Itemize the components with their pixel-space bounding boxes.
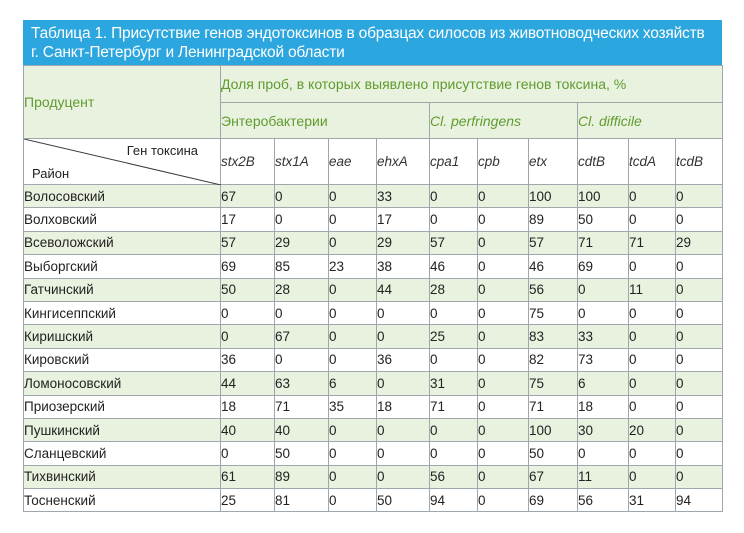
value-cell: 67 <box>221 185 275 208</box>
district-name: Волховский <box>24 208 221 231</box>
value-cell: 94 <box>676 489 723 512</box>
value-cell: 18 <box>578 395 629 418</box>
value-cell: 94 <box>430 489 478 512</box>
table-row <box>24 278 723 301</box>
district-name: Волосовский <box>24 185 221 208</box>
group-enterobacteria: Энтеробактерии <box>221 103 430 139</box>
value-cell: 0 <box>478 442 529 465</box>
district-name: Тихвинский <box>24 465 221 488</box>
value-cell: 0 <box>478 489 529 512</box>
value-cell: 0 <box>430 301 478 324</box>
value-cell: 100 <box>529 185 578 208</box>
caption-line-1: Таблица 1. Присутствие генов эндотоксинов в образцах силосов из животноводческих хозяйств <box>31 25 705 42</box>
value-cell: 33 <box>578 325 629 348</box>
value-cell: 28 <box>275 278 329 301</box>
value-cell: 0 <box>329 442 377 465</box>
value-cell: 57 <box>529 231 578 254</box>
value-cell: 71 <box>629 231 676 254</box>
value-cell: 0 <box>221 325 275 348</box>
value-cell: 0 <box>676 418 723 441</box>
district-name: Кировский <box>24 348 221 371</box>
value-cell: 29 <box>377 231 430 254</box>
value-cell: 0 <box>377 442 430 465</box>
value-cell: 11 <box>578 465 629 488</box>
share-header: Доля проб, в которых выявлено присутствие генов токсина, % <box>221 66 723 103</box>
value-cell: 0 <box>629 255 676 278</box>
value-cell: 0 <box>329 231 377 254</box>
value-cell: 0 <box>275 185 329 208</box>
value-cell: 0 <box>377 301 430 324</box>
value-cell: 0 <box>329 278 377 301</box>
value-cell: 69 <box>529 489 578 512</box>
value-cell: 0 <box>629 208 676 231</box>
group-cl-difficile: Cl. difficile <box>578 103 723 139</box>
value-cell: 85 <box>275 255 329 278</box>
value-cell: 0 <box>377 465 430 488</box>
value-cell: 0 <box>478 395 529 418</box>
value-cell: 0 <box>275 208 329 231</box>
value-cell: 0 <box>430 348 478 371</box>
value-cell: 0 <box>629 348 676 371</box>
producer-header: Продуцент <box>24 66 221 139</box>
value-cell: 57 <box>430 231 478 254</box>
table-row <box>24 301 723 324</box>
value-cell: 0 <box>578 301 629 324</box>
value-cell: 40 <box>221 418 275 441</box>
value-cell: 25 <box>221 489 275 512</box>
value-cell: 0 <box>478 372 529 395</box>
value-cell: 0 <box>329 208 377 231</box>
value-cell: 75 <box>529 372 578 395</box>
value-cell: 0 <box>578 278 629 301</box>
value-cell: 100 <box>529 418 578 441</box>
table-row <box>24 255 723 278</box>
value-cell: 50 <box>377 489 430 512</box>
value-cell: 0 <box>478 325 529 348</box>
value-cell: 56 <box>578 489 629 512</box>
value-cell: 50 <box>578 208 629 231</box>
caption-line-2: г. Санкт-Петербург и Ленинградской области <box>31 44 345 61</box>
district-label: Район <box>32 166 70 181</box>
district-name: Киришский <box>24 325 221 348</box>
table-row <box>24 442 723 465</box>
table-row <box>24 348 723 371</box>
value-cell: 61 <box>221 465 275 488</box>
value-cell: 20 <box>629 418 676 441</box>
table-body <box>24 185 723 512</box>
value-cell: 0 <box>629 465 676 488</box>
value-cell: 71 <box>430 395 478 418</box>
value-cell: 36 <box>221 348 275 371</box>
table-row <box>24 395 723 418</box>
value-cell: 0 <box>676 348 723 371</box>
gene-stx1a: stx1A <box>275 139 329 185</box>
district-name: Приозерский <box>24 395 221 418</box>
value-cell: 0 <box>676 255 723 278</box>
value-cell: 82 <box>529 348 578 371</box>
value-cell: 50 <box>529 442 578 465</box>
value-cell: 0 <box>478 185 529 208</box>
gene-tcdb: tcdB <box>676 139 723 185</box>
value-cell: 0 <box>478 348 529 371</box>
value-cell: 83 <box>529 325 578 348</box>
toxin-genes-table <box>23 65 723 512</box>
gene-cdtb: cdtB <box>578 139 629 185</box>
value-cell: 0 <box>629 442 676 465</box>
value-cell: 50 <box>275 442 329 465</box>
table-row <box>24 372 723 395</box>
value-cell: 0 <box>377 325 430 348</box>
district-name: Пушкинский <box>24 418 221 441</box>
value-cell: 71 <box>275 395 329 418</box>
value-cell: 23 <box>329 255 377 278</box>
value-cell: 0 <box>478 278 529 301</box>
value-cell: 69 <box>221 255 275 278</box>
value-cell: 69 <box>578 255 629 278</box>
value-cell: 0 <box>430 185 478 208</box>
header-row-3 <box>24 139 723 185</box>
value-cell: 36 <box>377 348 430 371</box>
gene-label: Ген токсина <box>126 143 198 158</box>
value-cell: 0 <box>629 395 676 418</box>
value-cell: 0 <box>578 442 629 465</box>
table-row <box>24 231 723 254</box>
value-cell: 18 <box>221 395 275 418</box>
value-cell: 0 <box>478 255 529 278</box>
value-cell: 0 <box>676 442 723 465</box>
table-row <box>24 418 723 441</box>
value-cell: 0 <box>221 301 275 324</box>
value-cell: 81 <box>275 489 329 512</box>
value-cell: 0 <box>629 185 676 208</box>
value-cell: 100 <box>578 185 629 208</box>
value-cell: 11 <box>629 278 676 301</box>
value-cell: 33 <box>377 185 430 208</box>
diagonal-header-cell <box>24 139 221 185</box>
value-cell: 29 <box>676 231 723 254</box>
value-cell: 0 <box>329 301 377 324</box>
value-cell: 0 <box>430 442 478 465</box>
value-cell: 46 <box>529 255 578 278</box>
gene-cpa1: cpa1 <box>430 139 478 185</box>
value-cell: 17 <box>377 208 430 231</box>
value-cell: 67 <box>529 465 578 488</box>
value-cell: 0 <box>478 465 529 488</box>
value-cell: 18 <box>377 395 430 418</box>
value-cell: 67 <box>275 325 329 348</box>
value-cell: 6 <box>329 372 377 395</box>
value-cell: 0 <box>478 418 529 441</box>
value-cell: 17 <box>221 208 275 231</box>
value-cell: 0 <box>329 465 377 488</box>
district-name: Всеволожский <box>24 231 221 254</box>
value-cell: 31 <box>430 372 478 395</box>
district-name: Гатчинский <box>24 278 221 301</box>
value-cell: 0 <box>430 418 478 441</box>
value-cell: 38 <box>377 255 430 278</box>
value-cell: 0 <box>275 301 329 324</box>
value-cell: 0 <box>676 325 723 348</box>
value-cell: 89 <box>529 208 578 231</box>
table-row <box>24 489 723 512</box>
value-cell: 0 <box>221 442 275 465</box>
value-cell: 0 <box>329 325 377 348</box>
value-cell: 0 <box>377 418 430 441</box>
value-cell: 50 <box>221 278 275 301</box>
value-cell: 0 <box>478 301 529 324</box>
value-cell: 25 <box>430 325 478 348</box>
table-row <box>24 465 723 488</box>
value-cell: 0 <box>430 208 478 231</box>
value-cell: 6 <box>578 372 629 395</box>
gene-eae: eae <box>329 139 377 185</box>
value-cell: 44 <box>221 372 275 395</box>
value-cell: 56 <box>430 465 478 488</box>
value-cell: 0 <box>329 418 377 441</box>
district-name: Сланцевский <box>24 442 221 465</box>
value-cell: 0 <box>629 301 676 324</box>
table-caption <box>23 20 722 65</box>
value-cell: 75 <box>529 301 578 324</box>
value-cell: 30 <box>578 418 629 441</box>
gene-tcda: tcdA <box>629 139 676 185</box>
value-cell: 40 <box>275 418 329 441</box>
gene-cpb: cpb <box>478 139 529 185</box>
value-cell: 0 <box>676 372 723 395</box>
value-cell: 29 <box>275 231 329 254</box>
value-cell: 71 <box>529 395 578 418</box>
value-cell: 0 <box>478 231 529 254</box>
value-cell: 0 <box>676 395 723 418</box>
district-name: Тосненский <box>24 489 221 512</box>
gene-stx2b: stx2B <box>221 139 275 185</box>
value-cell: 46 <box>430 255 478 278</box>
value-cell: 0 <box>478 208 529 231</box>
value-cell: 0 <box>629 372 676 395</box>
district-name: Выборгский <box>24 255 221 278</box>
table-row <box>24 208 723 231</box>
value-cell: 0 <box>275 348 329 371</box>
value-cell: 71 <box>578 231 629 254</box>
value-cell: 35 <box>329 395 377 418</box>
value-cell: 73 <box>578 348 629 371</box>
value-cell: 28 <box>430 278 478 301</box>
value-cell: 0 <box>676 301 723 324</box>
value-cell: 0 <box>329 185 377 208</box>
district-name: Ломоносовский <box>24 372 221 395</box>
gene-etx: etx <box>529 139 578 185</box>
value-cell: 0 <box>629 325 676 348</box>
table-row <box>24 325 723 348</box>
value-cell: 0 <box>676 278 723 301</box>
value-cell: 63 <box>275 372 329 395</box>
table-row <box>24 185 723 208</box>
value-cell: 0 <box>676 208 723 231</box>
header-row-1 <box>24 66 723 103</box>
value-cell: 0 <box>676 465 723 488</box>
value-cell: 0 <box>329 348 377 371</box>
value-cell: 31 <box>629 489 676 512</box>
gene-ehxa: ehxA <box>377 139 430 185</box>
value-cell: 89 <box>275 465 329 488</box>
value-cell: 44 <box>377 278 430 301</box>
value-cell: 0 <box>676 185 723 208</box>
value-cell: 57 <box>221 231 275 254</box>
value-cell: 56 <box>529 278 578 301</box>
value-cell: 0 <box>377 372 430 395</box>
value-cell: 0 <box>329 489 377 512</box>
district-name: Кингисеппский <box>24 301 221 324</box>
group-cl-perfringens: Cl. perfringens <box>430 103 578 139</box>
